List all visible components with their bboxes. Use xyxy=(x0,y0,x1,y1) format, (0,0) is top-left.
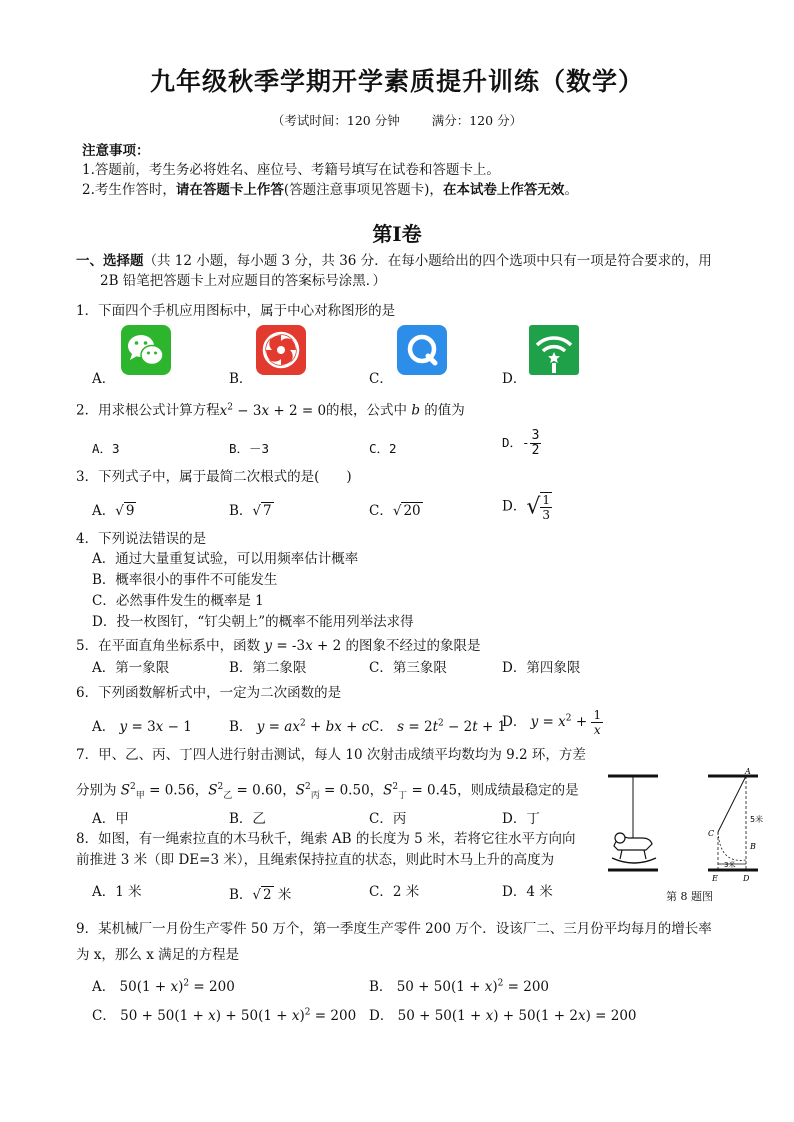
q6-option-a: A． y = 3x − 1 xyxy=(92,719,192,735)
q1-option-a: A． xyxy=(92,371,116,387)
q2-option-d-label: D．- xyxy=(502,435,530,450)
page-title: 九年级秋季学期开学素质提升训练（数学） xyxy=(149,67,644,96)
q9-option-a: A． $50(1 + x)^2 = 200$ xyxy=(92,978,235,995)
q3-option-b xyxy=(229,499,274,519)
q1-option-b: B． xyxy=(229,371,253,387)
q7-line2: 分别为 $S^2_甲 = 0.56$，$S^2_乙 = 0.60$，$S^2_丙 = 0.50$，$S^2_丁 = 0.45$，则成绩最稳定的是 xyxy=(76,782,579,802)
fig-label-3m: 3米 xyxy=(724,861,736,869)
q2-option-b: B．－3 xyxy=(229,441,270,456)
section-heading: 第Ⅰ卷 xyxy=(372,222,422,246)
q9-line1: 9．某机械厂一月份生产零件 50 万个，第一季度生产零件 200 万个．设该厂二、三月份平均每月的增长率 xyxy=(76,921,712,937)
part1-text1: （共 12 小题，每小题 3 分，共 36 分．在每小题给出的四个选项中只有一项是符合要求的，用 xyxy=(143,253,712,269)
q4-option-a: A．通过大量重复试验，可以用频率估计概率 xyxy=(92,551,359,567)
q9-option-b-label: B． xyxy=(369,979,393,995)
q2-b-var: b xyxy=(411,402,420,419)
q3-option-a xyxy=(92,499,136,519)
q9-option-c-label: C． xyxy=(92,1008,116,1024)
q3-option-b-label: B． xyxy=(229,503,253,519)
q6-option-b: B． $y = ax^2$ + bx + c xyxy=(229,718,370,735)
notice-item-2 xyxy=(82,181,578,200)
q2-fraction: $\frac{3}{2}$ xyxy=(531,428,540,458)
q5-pre: 5．在平面直角坐标系中，函数 xyxy=(76,638,261,654)
q5-stem xyxy=(76,637,480,656)
q6-option-b-label: B． xyxy=(229,719,253,735)
q6-stem: 6．下列函数解析式中，一定为二次函数的是 xyxy=(76,685,342,701)
fig-label-b: B xyxy=(750,842,756,851)
ifeng-icon xyxy=(256,325,306,375)
q3-option-d-label: D． xyxy=(502,498,527,515)
q6-option-c-label: C． xyxy=(369,719,393,735)
q8-line2: 前推进 3 米（即 DE=3 米），且绳索保持拉直的状态，则此时木马上升的高度为 xyxy=(76,852,555,868)
q1-option-d: D． xyxy=(502,371,527,387)
swing-figure xyxy=(600,766,790,886)
q8-line1: 8．如图，有一绳索拉直的木马秋千，绳索 AB 的长度为 5 米，若将它往水平方向向 xyxy=(76,831,576,847)
q4-option-c: C．必然事件发生的概率是 1 xyxy=(92,593,264,609)
notice-item-2-end: 。 xyxy=(564,182,578,198)
notice-item-1: 1.答题前，考生务必将姓名、座位号、考籍号填写在试卷和答题卡上。 xyxy=(82,162,500,178)
exam-time: （考试时间：120 分钟 xyxy=(271,113,400,128)
q7-line2-post: ，则成绩最稳定的是 xyxy=(457,782,579,799)
q4-option-b: B．概率很小的事件不可能发生 xyxy=(92,572,278,588)
q3-option-c xyxy=(369,499,423,519)
q7-option-c: C．丙 xyxy=(369,811,407,827)
q2-option-c: C．2 xyxy=(369,441,397,456)
q6-option-d: D． $y = x^2$ + $\frac{1}{x}$ xyxy=(502,708,602,737)
notice-item-2-pre: 2.考生作答时， xyxy=(82,182,176,198)
q2-option-a: A．3 xyxy=(92,441,120,456)
q6-option-a-label: A． xyxy=(92,719,116,735)
q8-option-d: D．4 米 xyxy=(502,884,553,900)
q8-option-a: A．1 米 xyxy=(92,884,142,900)
q8-option-b-unit: 米 xyxy=(277,887,292,903)
sqrt-2: √ 2 xyxy=(252,887,272,903)
fig-label-5m: 5米 xyxy=(750,815,764,824)
q2-equation: $x^2 - 3x + 2 = 0$ xyxy=(219,402,327,419)
rocking-horse-icon xyxy=(612,833,656,863)
q4-stem: 4．下列说法错误的是 xyxy=(76,531,207,547)
sqrt-20: √ 20 xyxy=(392,503,421,519)
q8-option-b-label: B． xyxy=(229,887,253,903)
q9-option-a-label: A． xyxy=(92,979,116,995)
q4-option-d: D．投一枚图钉，“钉尖朝上”的概率不能用列举法求得 xyxy=(92,614,414,630)
q7-option-d: D．丁 xyxy=(502,811,540,827)
q6-option-d-label: D． xyxy=(502,714,527,730)
part1-label: 一、选择题 xyxy=(76,253,144,269)
q7-line2-pre: 分别为 xyxy=(76,782,117,799)
wifi-star-icon xyxy=(529,325,579,375)
q5-function: y = -3x + 2 xyxy=(264,638,342,654)
notice-item-2-mid: (答题注意事项见答题卡)， xyxy=(283,182,443,198)
notice-item-2-bold2: 在本试卷上作答无效 xyxy=(442,182,565,198)
fig-label-c: C xyxy=(708,829,715,838)
q2-pre: 2．用求根公式计算方程 xyxy=(76,402,220,419)
part1-line1 xyxy=(76,252,712,271)
q8-option-b xyxy=(229,883,291,903)
q3-stem: 3．下列式子中，属于最简二次根式的是( ) xyxy=(76,469,352,485)
q2-stem xyxy=(76,398,465,421)
q2-option-d xyxy=(502,429,541,458)
q7-option-a: A．甲 xyxy=(92,811,129,827)
q3-option-a-label: A． xyxy=(92,503,116,519)
q5-option-d: D．第四象限 xyxy=(502,660,581,676)
q6-option-c: C． $s = 2t^2 - 2t + 1$ xyxy=(369,718,507,735)
sqrt-9: √ 9 xyxy=(115,503,135,519)
q9-option-b: B． $50 + 50(1 + x)^2 = 200$ xyxy=(369,978,550,995)
fig-label-a: A xyxy=(745,767,751,776)
q3-option-d: D．√ $\frac{1}{3}$ xyxy=(502,493,550,522)
q8-figure-caption: 第 8 题图 xyxy=(666,890,713,903)
sqrt-one-third: $\frac{1}{3}$ xyxy=(542,493,550,522)
q2-post2: 的值为 xyxy=(424,402,465,419)
q9-line2: 为 x，那么 x 满足的方程是 xyxy=(76,947,240,963)
fig-label-e: E xyxy=(712,874,718,883)
q5-option-a: A．第一象限 xyxy=(92,660,170,676)
q9-option-d-label: D． xyxy=(369,1008,394,1024)
part1-line2: 2B 铅笔把答题卡上对应题目的答案标号涂黑．） xyxy=(100,273,387,289)
one-over-x: $\frac{1}{x}$ xyxy=(593,708,602,737)
fig-label-d: D xyxy=(743,874,750,883)
q5-post: 的图象不经过的象限是 xyxy=(345,638,481,654)
q5-option-b: B．第二象限 xyxy=(229,660,307,676)
q1-option-c: C． xyxy=(369,371,393,387)
full-score: 满分：120 分） xyxy=(431,113,523,128)
q9-option-d: D． 50 + 50(1 + x) + 50(1 + 2x) = 200 xyxy=(369,1008,637,1024)
notice-heading: 注意事项： xyxy=(82,143,150,159)
q3-option-c-label: C． xyxy=(369,503,393,519)
q1-stem: 1．下面四个手机应用图标中，属于中心对称图形的是 xyxy=(76,303,396,319)
wechat-icon xyxy=(121,325,171,375)
q8-option-c: C．2 米 xyxy=(369,884,420,900)
sqrt-7: √ 7 xyxy=(252,503,272,519)
q-circle-icon xyxy=(397,325,447,375)
q9-option-c: C． $50 + 50(1 + x) + 50(1 + x)^2 = 200$ xyxy=(92,1007,357,1024)
exam-info xyxy=(0,111,794,129)
q2-post: 的根，公式中 xyxy=(326,402,408,419)
q5-option-c: C．第三象限 xyxy=(369,660,447,676)
notice-item-2-bold1: 请在答题卡上作答 xyxy=(175,182,284,198)
q7-line1: 7．甲、乙、丙、丁四人进行射击测试，每人 10 次射击成绩平均数均为 9.2 环，方差 xyxy=(76,747,586,763)
q7-option-b: B．乙 xyxy=(229,811,266,827)
